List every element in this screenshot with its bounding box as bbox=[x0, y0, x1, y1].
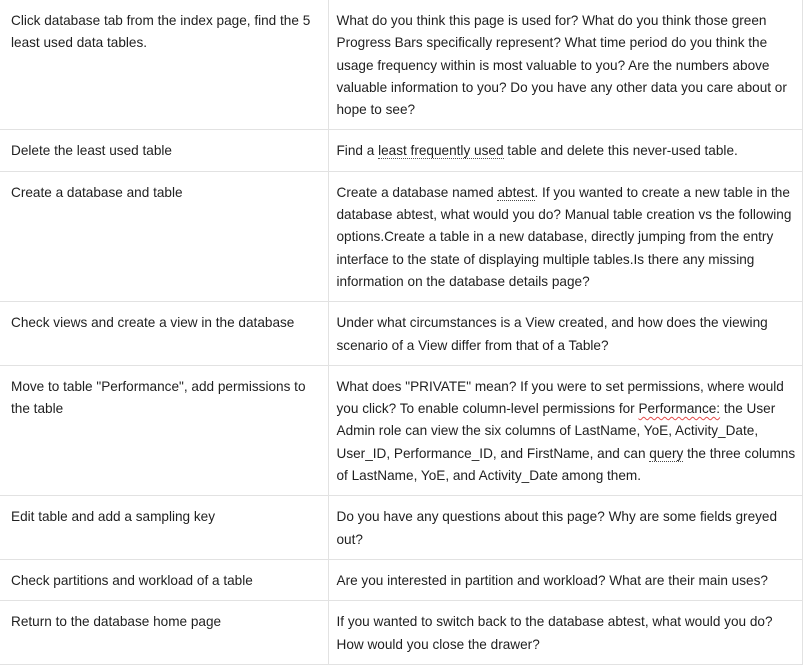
question-cell bbox=[328, 171, 802, 301]
question-cell: What do you think this page is used for? What do you think those green Progress Bars specifically represent? What time period do you think the usage frequency within is most valuable to you? Are the numbers above valuable information to you? Do you have any other data you care about or hope to see? bbox=[328, 0, 802, 130]
question-cell: Under what circumstances is a View created, and how does the viewing scenario of a View differ from that of a Table? bbox=[328, 302, 802, 366]
grammar-suggestion-text[interactable]: query bbox=[649, 445, 684, 461]
grammar-suggestion-text[interactable]: abtest bbox=[497, 184, 535, 200]
table-row bbox=[0, 601, 802, 665]
task-cell: Delete the least used table bbox=[0, 130, 328, 171]
question-text: the three columns of LastName, YoE, and Activity_Date among them. bbox=[336, 445, 796, 484]
task-cell: Move to table "Performance", add permissions to the table bbox=[0, 365, 328, 495]
question-cell: Do you have any questions about this page? Why are some fields greyed out? bbox=[328, 496, 802, 560]
task-cell: Create a database and table bbox=[0, 171, 328, 301]
question-text: the User Admin role can view the six columns of LastName, YoE, Activity_Date, User_ID, Performance_ID, and FirstName, and can bbox=[336, 401, 776, 461]
table-row bbox=[0, 302, 802, 366]
question-text: table and delete this never-used table. bbox=[503, 143, 738, 159]
question-cell bbox=[328, 130, 802, 171]
question-cell bbox=[328, 365, 802, 495]
question-cell: If you wanted to switch back to the database abtest, what would you do? How would you close the drawer? bbox=[328, 601, 802, 665]
table-row bbox=[0, 171, 802, 301]
table-row bbox=[0, 496, 802, 560]
grammar-suggestion-text[interactable]: least frequently used bbox=[378, 143, 504, 159]
question-cell: Are you interested in partition and workload? What are their main uses? bbox=[328, 559, 802, 600]
task-cell: Edit table and add a sampling key bbox=[0, 496, 328, 560]
question-text: What does "PRIVATE" mean? If you were to set permissions, where would you click? To enable column-level permissions for bbox=[336, 378, 784, 417]
table-row bbox=[0, 559, 802, 600]
task-cell: Return to the database home page bbox=[0, 601, 328, 665]
task-cell: Click database tab from the index page, find the 5 least used data tables. bbox=[0, 0, 328, 130]
table-row bbox=[0, 0, 802, 130]
task-cell: Check views and create a view in the database bbox=[0, 302, 328, 366]
question-text: Create a database named bbox=[336, 184, 498, 200]
table-row bbox=[0, 365, 802, 495]
question-text: . If you wanted to create a new table in the database abtest, what would you do? Manual table creation vs the following options.Create a table in a new database, directly jumping from the entry interface to the state of displaying multiple tables.Is there any missing information on the database details page? bbox=[336, 184, 792, 289]
spelling-suggestion-text[interactable]: Performance: bbox=[638, 401, 721, 417]
task-cell: Check partitions and workload of a table bbox=[0, 559, 328, 600]
table-row bbox=[0, 130, 802, 171]
question-text: Find a bbox=[336, 143, 379, 159]
